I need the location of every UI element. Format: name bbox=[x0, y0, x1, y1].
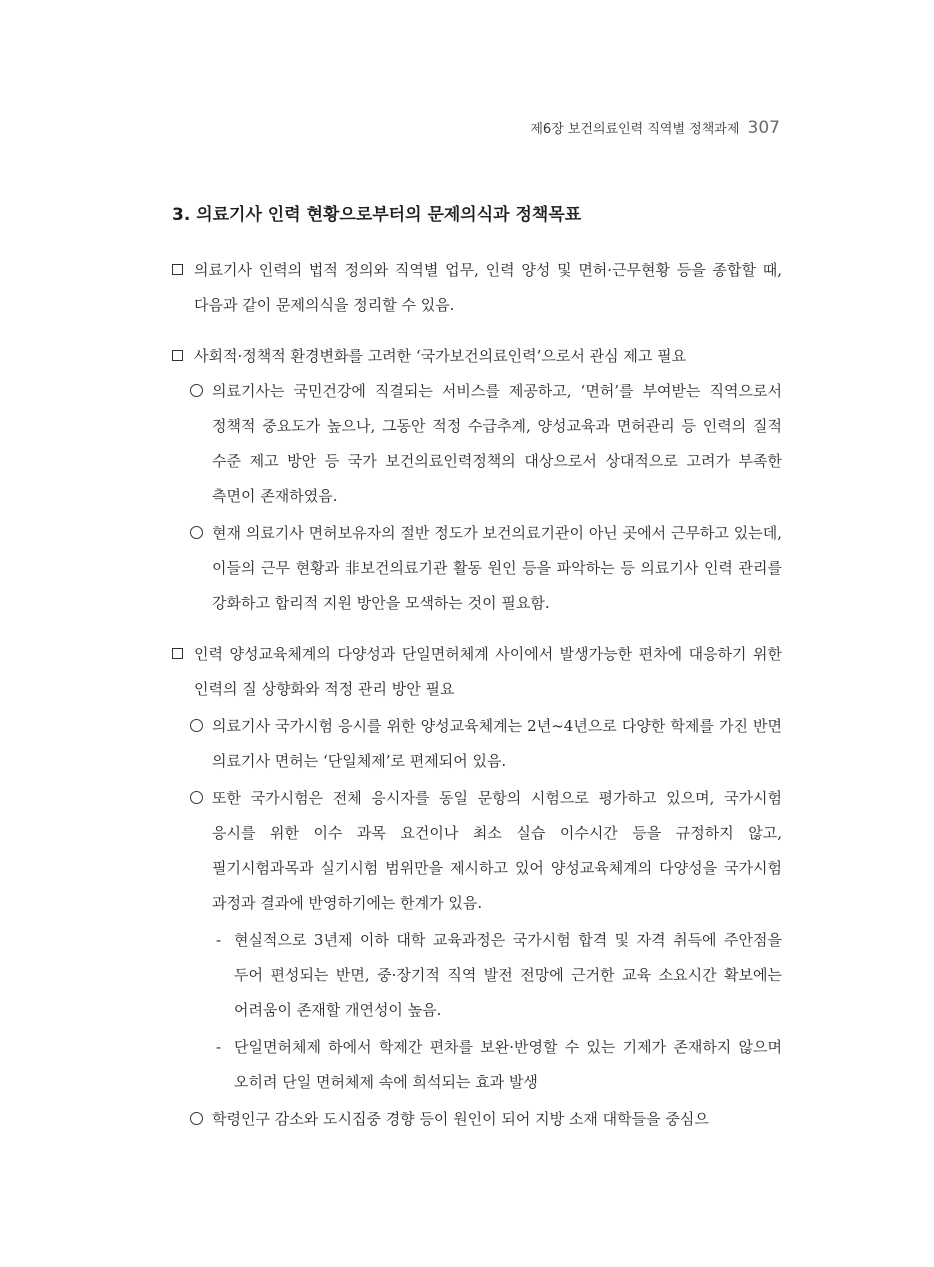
circle-text: 의료기사 국가시험 응시를 위한 양성교육체계는 2년~4년으로 다양한 학제를 가진 반면 의료기사 면허는 ‘단일체제’로 편제되어 있음. bbox=[212, 717, 782, 770]
circle-item bbox=[172, 516, 782, 621]
running-header bbox=[530, 118, 780, 138]
circle-text: 또한 국가시험은 전체 응시자를 동일 문항의 시험으로 평가하고 있으며, 국가시험 응시를 위한 이수 과목 요건이나 최소 실습 이수시간 등을 규정하지 않고, 필기시험과목과 실기시험 범위만을 제시하고 있어 양성교육체계의 다양성을 국가시험 과정과 결과에 반영하기에는 한계가 있음. bbox=[212, 789, 782, 912]
bullet-text: 사회적·정책적 환경변화를 고려한 ‘국가보건의료인력’으로서 관심 제고 필요 bbox=[194, 347, 687, 365]
section-title: 3. 의료기사 인력 현황으로부터의 문제의식과 정책목표 bbox=[172, 205, 582, 225]
dash-item bbox=[172, 923, 782, 1028]
circle-text: 의료기사는 국민건강에 직결되는 서비스를 제공하고, ‘면허’를 부여받는 직역으로서 정책적 중요도가 높으나, 그동안 적정 수급추계, 양성교육과 면허관리 등 인력의 질적 수준 제고 방안 등 국가 보건의료인력정책의 대상으로서 상대적으로 고려가 부족한 측면이 존재하였음. bbox=[212, 382, 782, 505]
circle-item bbox=[172, 709, 782, 779]
circle-bullet-icon bbox=[190, 516, 203, 551]
square-bullet-icon bbox=[172, 637, 183, 672]
page-number: 307 bbox=[747, 118, 780, 138]
circle-item bbox=[172, 1102, 782, 1137]
bullet-text: 인력 양성교육체계의 다양성과 단일면허체계 사이에서 발생가능한 편차에 대응하기 위한 인력의 질 상향화와 적정 관리 방안 필요 bbox=[194, 645, 782, 698]
circle-bullet-icon bbox=[190, 709, 203, 744]
chapter-title: 제6장 보건의료인력 직역별 정책과제 bbox=[530, 122, 740, 137]
bullet-item bbox=[172, 637, 782, 707]
circle-text: 현재 의료기사 면허보유자의 절반 정도가 보건의료기관이 아닌 곳에서 근무하고 있는데, 이들의 근무 현황과 非보건의료기관 활동 원인 등을 파악하는 등 의료기사 인력 관리를 강화하고 합리적 지원 방안을 모색하는 것이 필요함. bbox=[212, 524, 782, 612]
document-body bbox=[172, 253, 782, 1137]
circle-item bbox=[172, 781, 782, 921]
bullet-item bbox=[172, 339, 782, 374]
dash-bullet: - bbox=[216, 931, 222, 949]
dash-bullet: - bbox=[216, 1038, 222, 1056]
dash-item bbox=[172, 1030, 782, 1100]
dash-text: 단일면허체제 하에서 학제간 편차를 보완·반영할 수 있는 기제가 존재하지 않으며 오히려 단일 면허체제 속에 희석되는 효과 발생 bbox=[234, 1038, 782, 1091]
circle-bullet-icon bbox=[190, 781, 203, 816]
square-bullet-icon bbox=[172, 253, 183, 288]
square-bullet-icon bbox=[172, 339, 183, 374]
circle-bullet-icon bbox=[190, 374, 203, 409]
circle-item bbox=[172, 374, 782, 514]
dash-text: 현실적으로 3년제 이하 대학 교육과정은 국가시험 합격 및 자격 취득에 주안점을 두어 편성되는 반면, 중·장기적 직역 발전 전망에 근거한 교육 소요시간 확보에는 어려움이 존재할 개연성이 높음. bbox=[234, 931, 782, 1019]
bullet-item bbox=[172, 253, 782, 323]
circle-bullet-icon bbox=[190, 1102, 203, 1137]
circle-text: 학령인구 감소와 도시집중 경향 등이 원인이 되어 지방 소재 대학들을 중심으 bbox=[212, 1110, 709, 1128]
bullet-text: 의료기사 인력의 법적 정의와 직역별 업무, 인력 양성 및 면허·근무현황 등을 종합할 때, 다음과 같이 문제의식을 정리할 수 있음. bbox=[194, 261, 782, 314]
